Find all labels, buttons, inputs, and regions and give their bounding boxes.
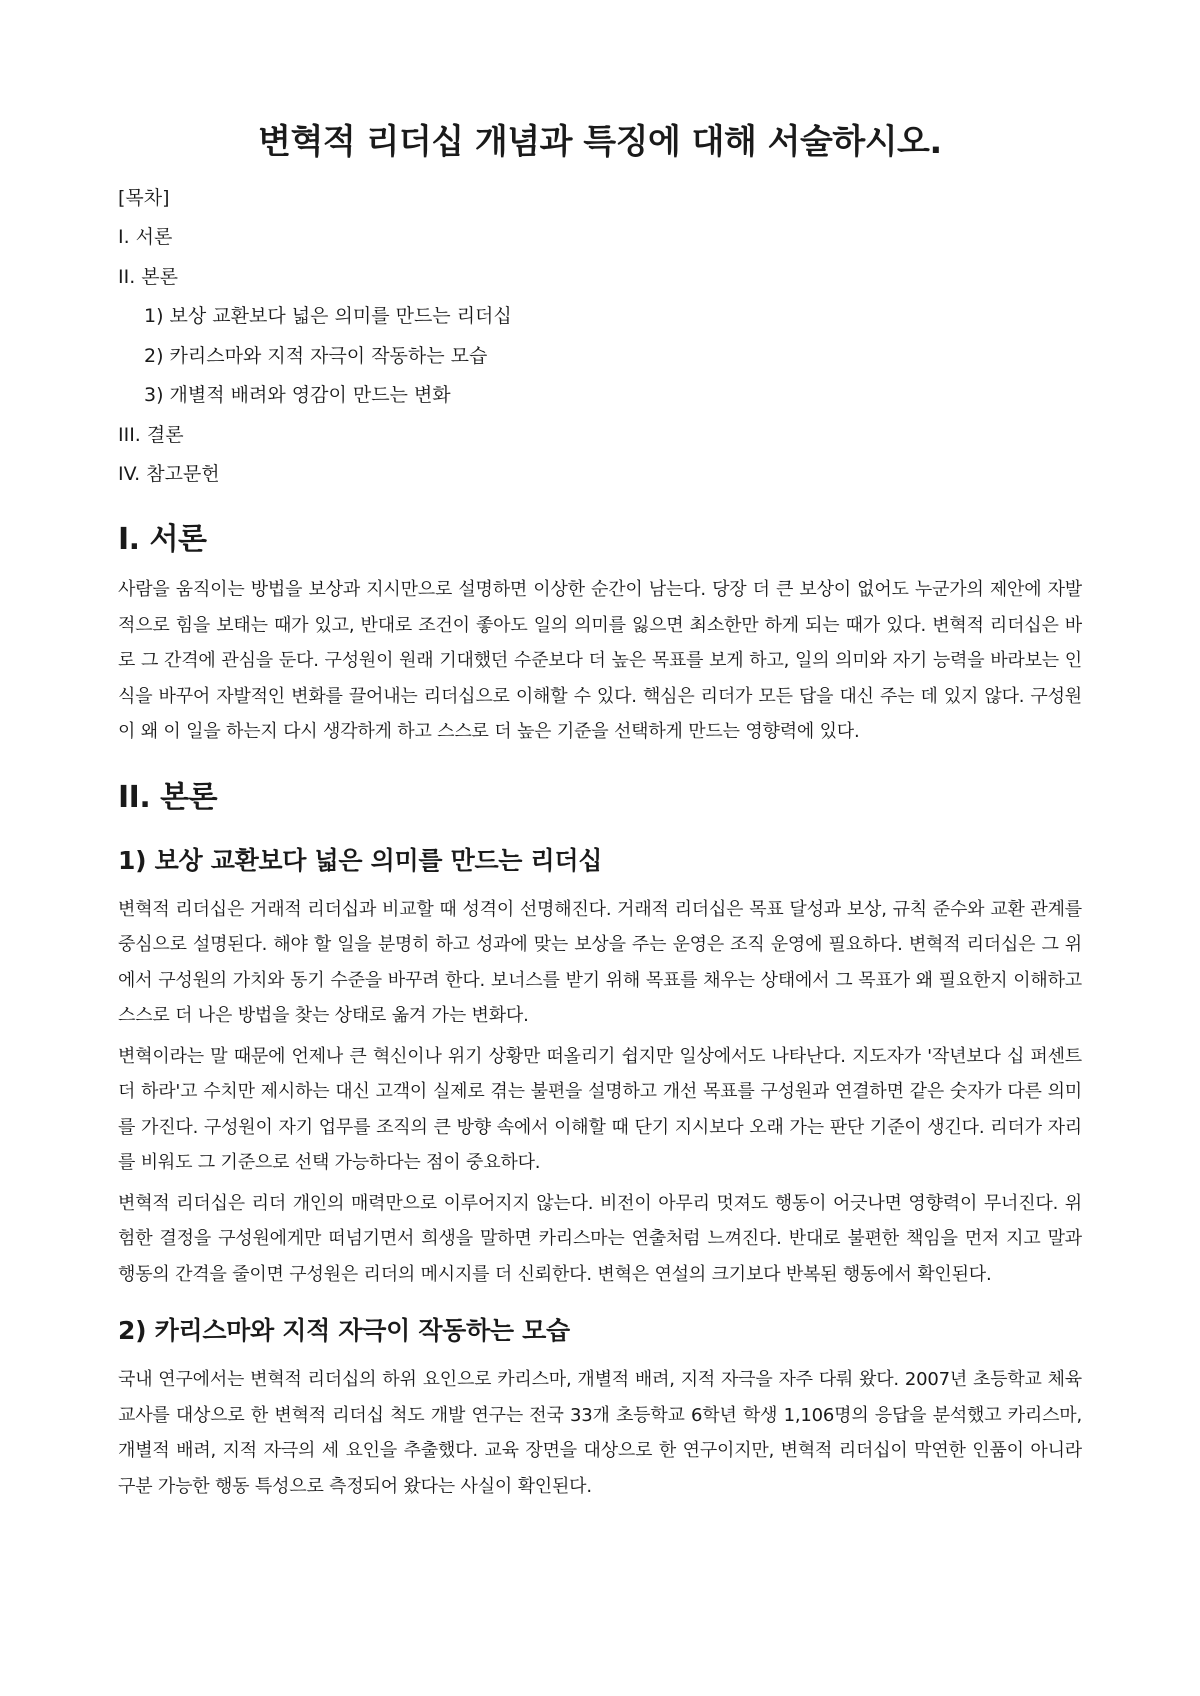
intro-heading: I. 서론 <box>118 522 207 557</box>
body-sub1-paragraph-3: 변혁적 리더십은 리더 개인의 매력만으로 이루어지지 않는다. 비전이 아무리 멋져도 행동이 어긋나면 영향력이 무너진다. 위험한 결정을 구성원에게만 떠넘기면서 희생을 말하면 카리스마는 연출처럼 느껴진다. 반대로 불편한 책임을 먼저 지고 말과 행동의 간격을 줄이면 구성원은 리더의 메시지를 더 신뢰한다. 변혁은 연설의 크기보다 반복된 행동에서 확인된다. <box>118 1192 1082 1285</box>
toc-item-body-1: 1) 보상 교환보다 넓은 의미를 만드는 리더십 <box>144 305 512 328</box>
body-sub2-heading: 2) 카리스마와 지적 자극이 작동하는 모습 <box>118 1316 570 1345</box>
table-of-contents <box>118 178 1082 494</box>
toc-item-body: II. 본론 <box>118 265 178 288</box>
toc-item-conclusion: III. 결론 <box>118 423 184 446</box>
intro-section <box>118 518 1082 750</box>
toc-item-intro: I. 서론 <box>118 226 173 249</box>
toc-item-body-3: 3) 개별적 배려와 영감이 만드는 변화 <box>144 384 451 407</box>
intro-paragraph: 사람을 움직이는 방법을 보상과 지시만으로 설명하면 이상한 순간이 남는다. 당장 더 큰 보상이 없어도 누군가의 제안에 자발적으로 힘을 보태는 때가 있고, 반대로 조건이 좋아도 일의 의미를 잃으면 최소한만 하게 되는 때가 있다. 변혁적 리더십은 바로 그 간격에 관심을 둔다. 구성원이 원래 기대했던 수준보다 더 높은 목표를 보게 하고, 일의 의미와 자기 능력을 바라보는 인식을 바꾸어 자발적인 변화를 끌어내는 리더십으로 이해할 수 있다. 핵심은 리더가 모든 답을 대신 주는 데 있지 않다. 구성원이 왜 이 일을 하는지 다시 생각하게 하고 스스로 더 높은 기준을 선택하게 만드는 영향력에 있다. <box>118 579 1082 742</box>
body-sub1-heading: 1) 보상 교환보다 넓은 의미를 만드는 리더십 <box>118 845 603 875</box>
body-sub1-paragraph-1: 변혁적 리더십은 거래적 리더십과 비교할 때 성격이 선명해진다. 거래적 리더십은 목표 달성과 보상, 규칙 준수와 교환 관계를 중심으로 설명된다. 해야 할 일을 분명히 하고 성과에 맞는 보상을 주는 운영은 조직 운영에 필요하다. 변혁적 리더십은 그 위에서 구성원의 가치와 동기 수준을 바꾸려 한다. 보너스를 받기 위해 목표를 채우는 상태에서 그 목표가 왜 필요한지 이해하고 스스로 더 나은 방법을 찾는 상태로 옮겨 가는 변화다. <box>118 898 1082 1026</box>
toc-item-references: IV. 참고문헌 <box>118 463 220 486</box>
toc-item-body-2: 2) 카리스마와 지적 자극이 작동하는 모습 <box>144 344 488 367</box>
body-sub2-paragraph-1: 국내 연구에서는 변혁적 리더십의 하위 요인으로 카리스마, 개별적 배려, 지적 자극을 자주 다뤄 왔다. 2007년 초등학교 체육교사를 대상으로 한 변혁적 리더십 척도 개발 연구는 전국 33개 초등학교 6학년 학생 1,106명의 응답을 분석했고 카리스마, 개별적 배려, 지적 자극의 세 요인을 추출했다. 교육 장면을 대상으로 한 연구이지만, 변혁적 리더십이 막연한 인품이 아니라 구분 가능한 행동 특성으로 측정되어 왔다는 사실이 확인된다. <box>118 1369 1082 1497</box>
body-sub1-paragraph-2: 변혁이라는 말 때문에 언제나 큰 혁신이나 위기 상황만 떠올리기 쉽지만 일상에서도 나타난다. 지도자가 '작년보다 십 퍼센트 더 하라'고 수치만 제시하는 대신 고객이 실제로 겪는 불편을 설명하고 개선 목표를 구성원과 연결하면 같은 숫자가 다른 의미를 가진다. 구성원이 자기 업무를 조직의 큰 방향 속에서 이해할 때 단기 지시보다 오래 가는 판단 기준이 생긴다. 리더가 자리를 비워도 그 기준으로 선택 가능하다는 점이 중요하다. <box>118 1045 1082 1173</box>
body-heading: II. 본론 <box>118 779 218 815</box>
toc-heading: [목차] <box>118 186 170 209</box>
body-section <box>118 776 1082 1505</box>
document-title: 변혁적 리더십 개념과 특징에 대해 서술하시오. <box>258 122 942 162</box>
